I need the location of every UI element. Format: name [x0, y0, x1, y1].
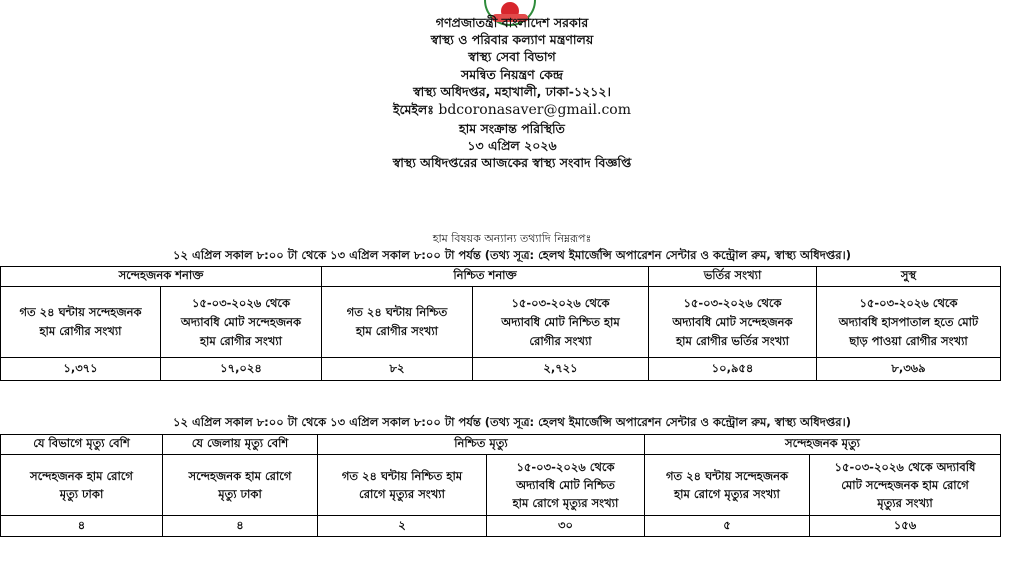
table-subheader-row — [1, 455, 1001, 516]
col-admissions-total: ১৫-০৩-২০২৬ থেকে অদ্যাবধি মোট সন্দেহজনক হাম রোগীর ভর্তির সংখ্যা — [649, 287, 817, 358]
measles-deaths-table — [0, 434, 1001, 537]
col-district-deaths: সন্দেহজনক হাম রোগে মৃত্যু ঢাকা — [163, 455, 318, 516]
group-recovered: সুস্থ — [817, 267, 1001, 287]
value-suspected-deaths-24h: ৫ — [645, 516, 810, 537]
letterhead — [0, 14, 1024, 172]
col-discharged-total: ১৫-০৩-২০২৬ থেকে অদ্যাবধি হাসপাতাল হতে মোট ছাড় পাওয়া রোগীর সংখ্যা — [817, 287, 1001, 358]
col-confirmed-deaths-24h: গত ২৪ ঘন্টায় নিশ্চিত হাম রোগে মৃত্যুর সংখ্যা — [318, 455, 487, 516]
group-admissions: ভর্তির সংখ্যা — [649, 267, 817, 287]
email-label: ইমেইলঃ — [392, 102, 434, 118]
value-confirmed-deaths-24h: ২ — [318, 516, 487, 537]
table-group-header-row — [1, 435, 1001, 455]
center-name: সমন্বিত নিয়ন্ত্রণ কেন্দ্র — [460, 66, 564, 82]
col-suspected-deaths-24h: গত ২৪ ঘন্টায় সন্দেহজনক হাম রোগে মৃত্যুর সংখ্যা — [645, 455, 810, 516]
email-line — [0, 100, 1024, 120]
topic-title: হাম সংক্রান্ত পরিস্থিতি — [459, 121, 565, 137]
value-admissions-total: ১০,৯৫৪ — [649, 358, 817, 381]
table-subheader-row — [1, 287, 1001, 358]
value-district-deaths: ৪ — [163, 516, 318, 537]
table-row — [1, 516, 1001, 537]
group-suspected-deaths: সন্দেহজনক মৃত্যু — [645, 435, 1001, 455]
group-suspected-detected: সন্দেহজনক শনাক্ত — [1, 267, 322, 287]
value-suspected-24h: ১,৩৭১ — [1, 358, 161, 381]
value-division-deaths: ৪ — [1, 516, 163, 537]
measles-cases-table — [0, 266, 1001, 381]
report-date: ১৩ এপ্রিল ২০২৬ — [467, 138, 557, 154]
table2-caption: ১২ এপ্রিল সকাল ৮:০০ টা থেকে ১৩ এপ্রিল সকাল ৮:০০ টা পর্যন্ত (তথ্য সূত্র: হেলথ ইমার্জেন্সি অপারেশন সেন্টার ও কন্ট্রোল রুম, স্বাস্থ্য অধিদপ্তর।) — [173, 415, 851, 429]
col-confirmed-deaths-total: ১৫-০৩-২০২৬ থেকে অদ্যাবধি মোট নিশ্চিত হাম রোগে মৃত্যুর সংখ্যা — [487, 455, 645, 516]
col-confirmed-total: ১৫-০৩-২০২৬ থেকে অদ্যাবধি মোট নিশ্চিত হাম রোগীর সংখ্যা — [473, 287, 649, 358]
col-confirmed-24h: গত ২৪ ঘন্টায় নিশ্চিত হাম রোগীর সংখ্যা — [322, 287, 473, 358]
email-address: bdcoronasaver@gmail.com — [438, 102, 632, 119]
value-confirmed-total: ২,৭২১ — [473, 358, 649, 381]
group-confirmed-detected: নিশ্চিত শনাক্ত — [322, 267, 649, 287]
value-suspected-deaths-total: ১৫৬ — [810, 516, 1001, 537]
group-division-most-deaths: যে বিভাগে মৃত্যু বেশি — [1, 435, 163, 455]
value-discharged-total: ৮,৩৬৯ — [817, 358, 1001, 381]
col-suspected-24h: গত ২৪ ঘন্টায় সন্দেহজনক হাম রোগীর সংখ্যা — [1, 287, 161, 358]
value-confirmed-deaths-total: ৩০ — [487, 516, 645, 537]
group-confirmed-deaths: নিশ্চিত মৃত্যু — [318, 435, 645, 455]
bulletin-title: স্বাস্থ্য অধিদপ্তরের আজকের স্বাস্থ্য সংবাদ বিজ্ঞপ্তি — [392, 155, 632, 171]
col-division-deaths: সন্দেহজনক হাম রোগে মৃত্যু ঢাকা — [1, 455, 163, 516]
table-group-header-row — [1, 267, 1001, 287]
value-confirmed-24h: ৮২ — [322, 358, 473, 381]
value-suspected-total: ১৭,০২৪ — [161, 358, 322, 381]
ministry-name: স্বাস্থ্য ও পরিবার কল্যাণ মন্ত্রণালয় — [430, 32, 594, 48]
table1-caption: ১২ এপ্রিল সকাল ৮:০০ টা থেকে ১৩ এপ্রিল সকাল ৮:০০ টা পর্যন্ত (তথ্য সূত্র: হেলথ ইমার্জেন্সি অপারেশন সেন্টার ও কন্ট্রোল রুম, স্বাস্থ্য অধিদপ্তর।) — [173, 248, 851, 262]
govt-name: গণপ্রজাতন্ত্রী বাংলাদেশ সরকার — [435, 15, 589, 30]
division-name: স্বাস্থ্য সেবা বিভাগ — [468, 49, 556, 65]
table-row — [1, 358, 1001, 381]
group-district-most-deaths: যে জেলায় মৃত্যু বেশি — [163, 435, 318, 455]
col-suspected-total: ১৫-০৩-২০২৬ থেকে অদ্যাবধি মোট সন্দেহজনক হাম রোগীর সংখ্যা — [161, 287, 322, 358]
col-suspected-deaths-total: ১৫-০৩-২০২৬ থেকে অদ্যাবধি মোট সন্দেহজনক হাম রোগে মৃত্যুর সংখ্যা — [810, 455, 1001, 516]
info-subnote: হাম বিষয়ক অন্যান্য তথ্যাদি নিম্নরূপঃ — [432, 232, 592, 245]
address: স্বাস্থ্য অধিদপ্তর, মহাখালী, ঢাকা-১২১২। — [413, 83, 611, 99]
